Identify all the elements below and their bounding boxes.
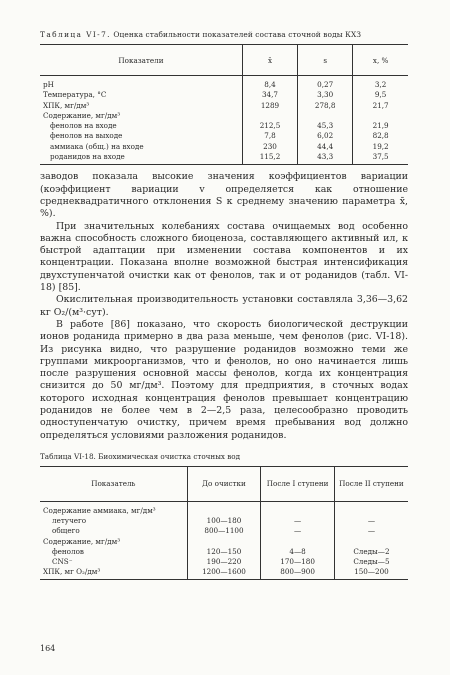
table-row (40, 567, 408, 580)
body-text (40, 171, 408, 442)
row-label: фенолов (52, 546, 84, 556)
table-row (40, 76, 408, 91)
row-value (298, 111, 353, 121)
table1-caption (40, 30, 408, 40)
row-value: 3,30 (298, 90, 353, 100)
row-value: 21,9 (353, 121, 408, 131)
table2-header-cell: После I ступени (261, 466, 335, 501)
row-value: 170—180 (261, 557, 335, 567)
page (40, 30, 408, 580)
table-row (40, 526, 408, 536)
row-value: 1200—1600 (187, 567, 261, 580)
row-value: 19,2 (353, 142, 408, 152)
table-row (40, 131, 408, 141)
row-value (187, 501, 261, 516)
row-value: 230 (242, 142, 297, 152)
table2 (40, 466, 408, 580)
row-label: Содержание, мг/дм³ (43, 536, 121, 546)
row-value: Следы—2 (334, 547, 408, 557)
row-value: 43,3 (298, 152, 353, 165)
row-value: 120—150 (187, 547, 261, 557)
row-value (242, 111, 297, 121)
table-row (40, 90, 408, 100)
row-value (334, 537, 408, 547)
row-label: Содержание аммиака, мг/дм³ (43, 505, 156, 515)
row-value: 1289 (242, 101, 297, 111)
table-row (40, 101, 408, 111)
row-value: 278,8 (298, 101, 353, 111)
row-value: 800—1100 (187, 526, 261, 536)
table1-header-cell: s (298, 45, 353, 76)
paragraph: заводов показала высокие значения коэффициентов вариации (коэффициент вариации v определяется как отношение среднеквадратичного отклонения S к среднему значению параметра x̄, %). (40, 171, 408, 220)
paragraph: Окислительная производительность установки составляла 3,36—3,62 кг О₂/(м³·сут). (40, 294, 408, 318)
table2-body (40, 501, 408, 579)
table-row (40, 121, 408, 131)
row-value: — (261, 516, 335, 526)
row-label: pH (43, 80, 54, 89)
table-row (40, 547, 408, 557)
page-number: 164 (40, 644, 56, 653)
table1-caption-label: Таблица VI-7. (40, 30, 111, 39)
table1-body (40, 76, 408, 165)
row-value: 6,02 (298, 131, 353, 141)
row-value (334, 501, 408, 516)
table-row (40, 142, 408, 152)
row-value: 800—900 (261, 567, 335, 580)
table1-caption-text: Оценка стабильности показателей состава сточной воды КХЗ (113, 30, 362, 39)
table-row (40, 501, 408, 516)
row-value: 37,5 (353, 152, 408, 165)
row-label: Температура, °С (43, 90, 107, 100)
table-row (40, 557, 408, 567)
row-value: 190—220 (187, 557, 261, 567)
table2-caption-label: Таблица VI-18. (40, 451, 96, 461)
row-value: — (334, 526, 408, 536)
row-value: 115,2 (242, 152, 297, 165)
row-label: роданидов на входе (40, 152, 242, 165)
row-value: 8,4 (242, 76, 297, 91)
table1-header-cell: x, % (353, 45, 408, 76)
row-value: Следы—5 (334, 557, 408, 567)
table2-header-cell: Показатель (40, 466, 187, 501)
table2-caption (40, 452, 408, 462)
table1 (40, 44, 408, 165)
row-value: — (334, 516, 408, 526)
row-value: 34,7 (242, 90, 297, 100)
table2-caption-text: Биохимическая очистка сточных вод (98, 451, 241, 461)
table2-header-cell: После II ступени (334, 466, 408, 501)
row-label: аммиака (общ.) на входе (50, 141, 144, 151)
table1-header-cell: Показатели (40, 45, 242, 76)
table-row (40, 516, 408, 526)
row-value: 0,27 (298, 76, 353, 91)
row-value (187, 537, 261, 547)
row-label: общего (52, 526, 80, 536)
row-value: 9,5 (353, 90, 408, 100)
row-value: 44,4 (298, 142, 353, 152)
row-value: 150—200 (334, 567, 408, 580)
row-label: фенолов на входе (50, 121, 117, 131)
row-value (261, 501, 335, 516)
table-row (40, 537, 408, 547)
row-value (353, 111, 408, 121)
table1-header-cell: x̄ (242, 45, 297, 76)
row-label: Содержание, мг/дм³ (43, 110, 121, 120)
row-label: CNS⁻ (52, 556, 73, 566)
table2-header-cell: До очистки (187, 466, 261, 501)
row-value: 45,3 (298, 121, 353, 131)
row-value (261, 537, 335, 547)
row-value: 4—8 (261, 547, 335, 557)
row-label: фенолов на выходе (50, 131, 123, 141)
row-value: 212,5 (242, 121, 297, 131)
row-value: 7,8 (242, 131, 297, 141)
row-label: ХПК, мг О₂/дм³ (40, 567, 187, 580)
row-value: 21,7 (353, 101, 408, 111)
row-label: летучего (52, 516, 87, 526)
row-value: — (261, 526, 335, 536)
table-row (40, 111, 408, 121)
row-value: 3,2 (353, 76, 408, 91)
row-label: ХПК, мг/дм³ (43, 100, 90, 110)
table-row (40, 152, 408, 165)
row-value: 100—180 (187, 516, 261, 526)
row-value: 82,8 (353, 131, 408, 141)
paragraph: В работе [86] показано, что скорость биологической деструкции ионов роданида примерно в два раза меньше, чем фенолов (рис. VI-18). Из рисунка видно, что разрушение роданидов возможно теми же группами микроорганизмов, что и фенолов, но оно начинается лишь после разрушения основной массы фенолов, когда их концентрация снизится до 50 мг/дм³. Поэтому для предприятия, в сточных водах которого исходная концентрация фенолов превышает концентрацию роданидов не более чем в 2—2,5 раза, целесообразно проводить одноступенчатую очистку, причем время пребывания вод должно определяться условиями разложения роданидов. (40, 318, 408, 441)
paragraph: При значительных колебаниях состава очищаемых вод особенно важна способность сложного биоценоза, составляющего активный ил, к быстрой адаптации при изменении состава компонентов и их концентрации. Показана вполне возможной быстрая интенсификация двухступенчатой очистки как от фенолов, так и от роданидов (табл. VI-18) [85]. (40, 220, 408, 294)
